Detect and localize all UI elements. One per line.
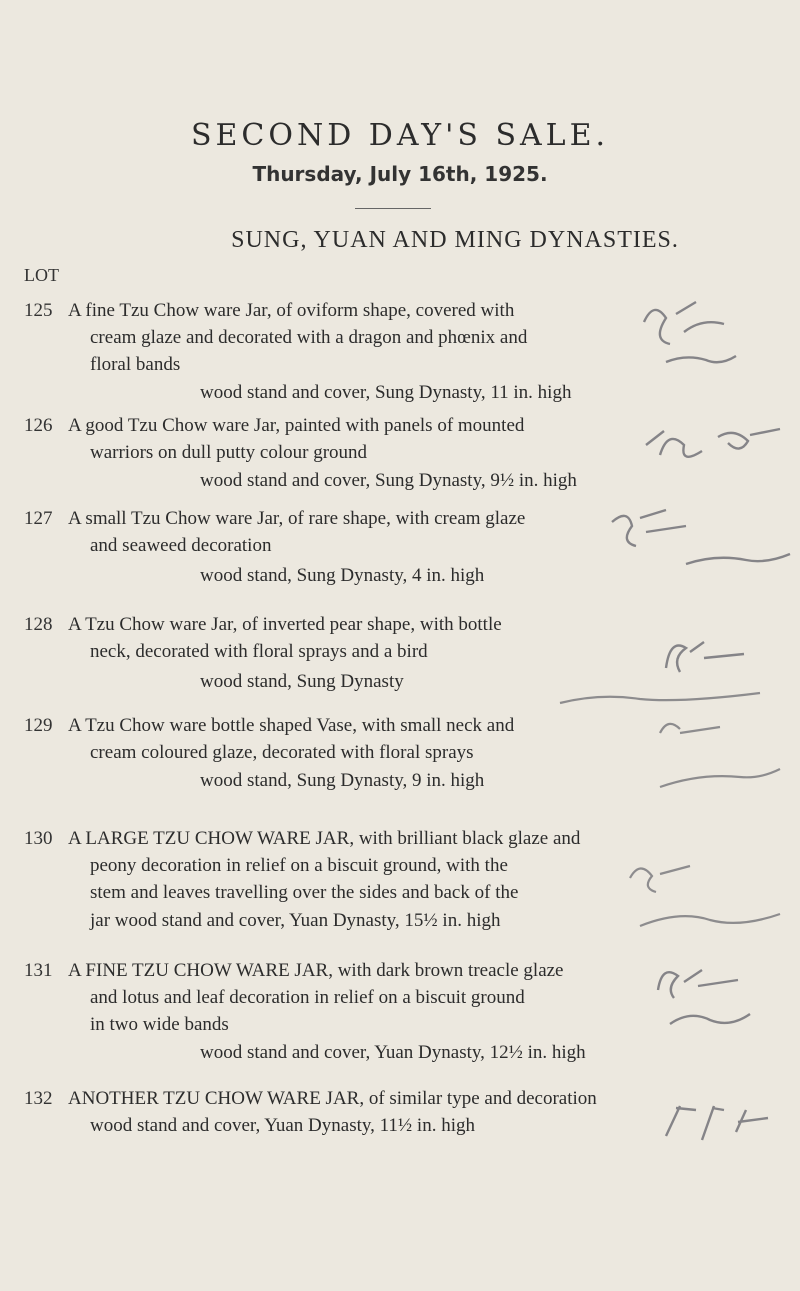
lot-description-line: warriors on dull putty colour ground [90,442,368,463]
lot-description-line: jar wood stand and cover, Yuan Dynasty, 15½ in. high [90,910,501,931]
lot-description-line: wood stand and cover, Sung Dynasty, 9½ in. high [200,470,577,491]
lot-description-line: wood stand and cover, Sung Dynasty, 11 in. high [200,382,572,403]
page-title: SECOND DAY'S SALE. [190,118,610,153]
lot-description-line: neck, decorated with floral sprays and a bird [90,641,428,662]
lot-number: 132 [24,1088,53,1109]
lot-description-line: floral bands [90,354,181,375]
lot-description-line: peony decoration in relief on a biscuit ground, with the [90,855,508,876]
lot-description-line: and seaweed decoration [90,535,272,556]
handwritten-annotation [656,1092,776,1152]
lot-number: 130 [24,828,53,849]
section-heading: SUNG, YUAN AND MING DYNASTIES. [231,227,679,253]
lot-description-line: A LARGE TZU CHOW WARE JAR, with brilliant black glaze and [68,828,581,849]
lot-description-line: A good Tzu Chow ware Jar, painted with panels of mounted [68,415,525,436]
handwritten-annotation [540,689,790,809]
lot-description-line: wood stand, Sung Dynasty [200,671,404,692]
handwritten-annotation [640,415,790,475]
sale-date: Thursday, July 16th, 1925. [252,162,548,186]
handwritten-annotation [650,960,780,1040]
handwritten-annotation [620,848,800,938]
handwritten-annotation [636,292,746,382]
lot-number: 128 [24,614,53,635]
lot-description-line: wood stand and cover, Yuan Dynasty, 12½ in. high [200,1042,586,1063]
divider [355,208,431,209]
lot-description-line: wood stand and cover, Yuan Dynasty, 11½ in. high [90,1115,475,1136]
lot-description-line: cream coloured glaze, decorated with floral sprays [90,742,474,763]
lot-description-line: wood stand, Sung Dynasty, 4 in. high [200,565,485,586]
lot-description-line: in two wide bands [90,1014,229,1035]
lot-description-line: A Tzu Chow ware Jar, of inverted pear shape, with bottle [68,614,502,635]
lot-number: 125 [24,300,53,321]
lot-number: 131 [24,960,53,981]
lot-description-line: and lotus and leaf decoration in relief on a biscuit ground [90,987,525,1008]
lot-description-line: A fine Tzu Chow ware Jar, of oviform shape, covered with [68,300,515,321]
lot-description-line: A FINE TZU CHOW WARE JAR, with dark brown treacle glaze [68,960,564,981]
lot-number: 126 [24,415,53,436]
lot-description-line: ANOTHER TZU CHOW WARE JAR, of similar type and decoration [68,1088,597,1109]
handwritten-annotation [606,502,796,592]
lot-number: 127 [24,508,53,529]
lot-description-line: A small Tzu Chow ware Jar, of rare shape, with cream glaze [68,508,526,529]
handwritten-annotation [656,628,766,688]
lot-column-label: LOT [24,265,59,285]
lot-description-line: stem and leaves travelling over the sides and back of the [90,882,519,903]
lot-description-line: A Tzu Chow ware bottle shaped Vase, with small neck and [68,715,515,736]
lot-number: 129 [24,715,53,736]
lot-description-line: cream glaze and decorated with a dragon and phœnix and [90,327,528,348]
lot-description-line: wood stand, Sung Dynasty, 9 in. high [200,770,485,791]
